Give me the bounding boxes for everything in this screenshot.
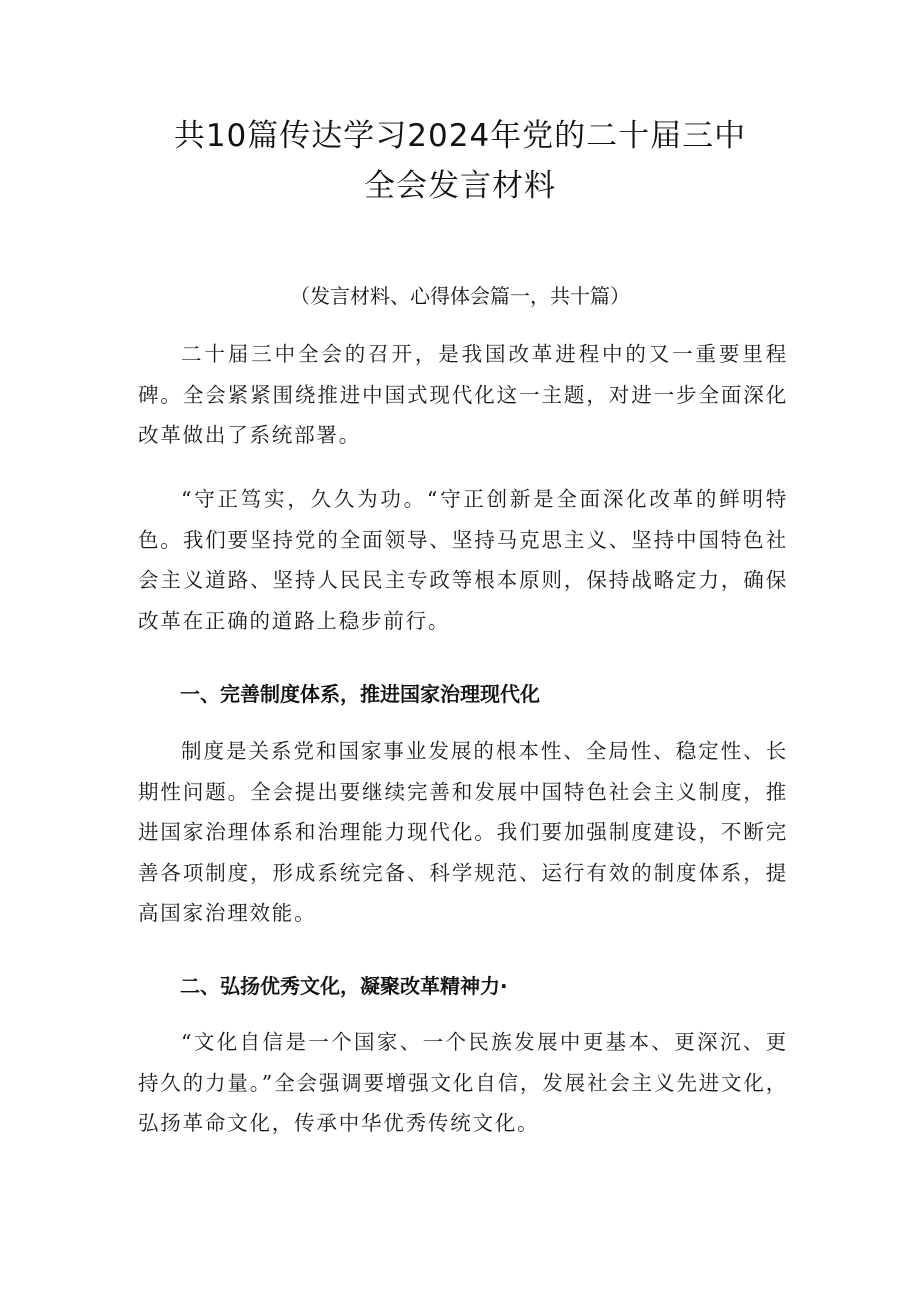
document-subtitle: （发言材料、心得体会篇一，共十篇） <box>290 284 630 308</box>
paragraph-culture: “文化自信是一个国家、一个民族发展中更基本、更深沉、更持久的力量。”全会强调要增强文化自信，发展社会主义先进文化，弘扬革命文化，传承中华优秀传统文化。 <box>138 1030 788 1135</box>
section-heading-2: 二、弘扬优秀文化，凝聚改革精神力· <box>180 974 508 998</box>
paragraph-system: 制度是关系党和国家事业发展的根本性、全局性、稳定性、长期性问题。全会提出要继续完善和发展中国特色社会主义制度，推进国家治理体系和治理能力现代化。我们要加强制度建设，不断完善各项制度，形成系统完备、科学规范、运行有效的制度体系，提高国家治理效能。 <box>138 739 788 925</box>
document-title-line-2: 全会发言材料 <box>364 168 556 204</box>
section-heading-1: 一、完善制度体系，推进国家治理现代化 <box>180 682 540 706</box>
paragraph-shouzheng: “守正笃实，久久为功。“守正创新是全面深化改革的鲜明特色。我们要坚持党的全面领导、坚持马克思主义、坚持中国特色社会主义道路、坚持人民民主专政等根本原则，保持战略定力，确保改革在正确的道路上稳步前行。 <box>138 487 788 633</box>
paragraph-intro: 二十届三中全会的召开，是我国改革进程中的又一重要里程碑。全会紧紧围绕推进中国式现代化这一主题，对进一步全面深化改革做出了系统部署。 <box>138 342 788 447</box>
document-title-line-1: 共10篇传达学习2024年党的二十届三中 <box>173 118 747 154</box>
